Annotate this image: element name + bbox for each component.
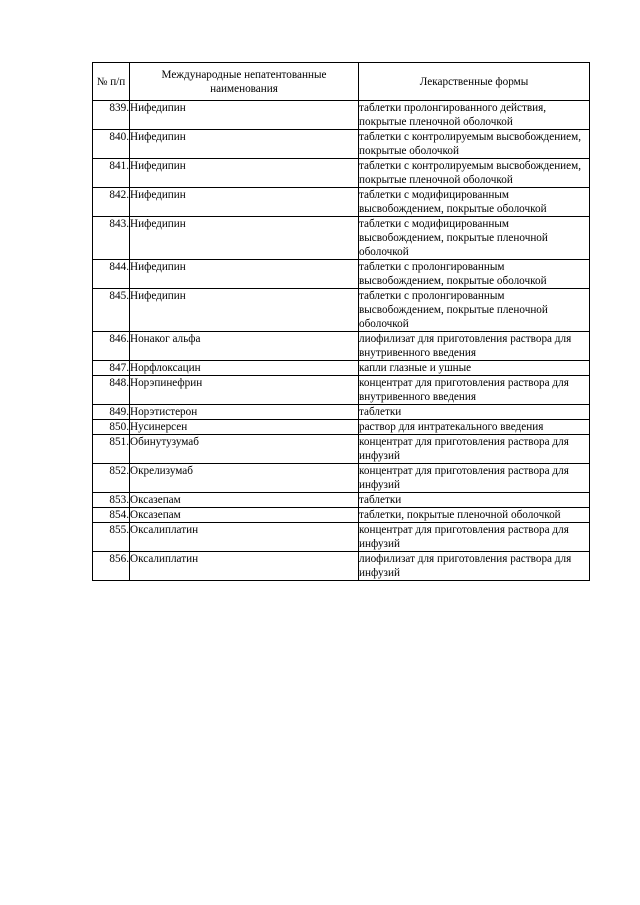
table-row [93, 217, 590, 260]
dosage-form: таблетки с контролируемым высвобождением, покрытые оболочкой [359, 130, 590, 159]
drug-name: Нонаког альфа [130, 332, 359, 361]
table-row [93, 464, 590, 493]
drug-name: Оксазепам [130, 493, 359, 508]
row-number: 851. [93, 435, 130, 464]
row-number: 848. [93, 376, 130, 405]
dosage-form: лиофилизат для приготовления раствора для внутривенного введения [359, 332, 590, 361]
drug-name: Оксалиплатин [130, 523, 359, 552]
row-number: 844. [93, 260, 130, 289]
row-number: 840. [93, 130, 130, 159]
dosage-form: таблетки [359, 405, 590, 420]
table-row [93, 523, 590, 552]
table-row [93, 188, 590, 217]
drug-name: Нифедипин [130, 159, 359, 188]
dosage-form: таблетки, покрытые пленочной оболочкой [359, 508, 590, 523]
drug-name: Нусинерсен [130, 420, 359, 435]
table-row [93, 405, 590, 420]
dosage-form: концентрат для приготовления раствора для инфузий [359, 523, 590, 552]
table-row [93, 493, 590, 508]
row-number: 839. [93, 101, 130, 130]
dosage-form: таблетки с пролонгированным высвобождением, покрытые пленочной оболочкой [359, 289, 590, 332]
dosage-form: концентрат для приготовления раствора для инфузий [359, 435, 590, 464]
drug-name: Нифедипин [130, 217, 359, 260]
table-row [93, 552, 590, 581]
dosage-form: капли глазные и ушные [359, 361, 590, 376]
dosage-form: концентрат для приготовления раствора для инфузий [359, 464, 590, 493]
row-number: 845. [93, 289, 130, 332]
drug-name: Оксалиплатин [130, 552, 359, 581]
dosage-form: таблетки [359, 493, 590, 508]
dosage-form: лиофилизат для приготовления раствора для инфузий [359, 552, 590, 581]
table-row [93, 159, 590, 188]
table-row [93, 332, 590, 361]
table-row [93, 508, 590, 523]
table-row [93, 260, 590, 289]
dosage-form: таблетки с пролонгированным высвобождением, покрытые оболочкой [359, 260, 590, 289]
drug-name: Норэпинефрин [130, 376, 359, 405]
header-name: Международные непатентованные наименования [130, 63, 359, 101]
table-row [93, 130, 590, 159]
dosage-form: концентрат для приготовления раствора для внутривенного введения [359, 376, 590, 405]
drug-name: Нифедипин [130, 260, 359, 289]
dosage-form: раствор для интратекального введения [359, 420, 590, 435]
row-number: 856. [93, 552, 130, 581]
row-number: 853. [93, 493, 130, 508]
row-number: 846. [93, 332, 130, 361]
drug-name: Норэтистерон [130, 405, 359, 420]
table-header-row [93, 63, 590, 101]
drug-name: Окрелизумаб [130, 464, 359, 493]
row-number: 850. [93, 420, 130, 435]
table-row [93, 101, 590, 130]
row-number: 843. [93, 217, 130, 260]
dosage-form: таблетки с модифицированным высвобождением, покрытые оболочкой [359, 188, 590, 217]
table-row [93, 361, 590, 376]
row-number: 854. [93, 508, 130, 523]
table-row [93, 289, 590, 332]
dosage-form: таблетки пролонгированного действия, покрытые пленочной оболочкой [359, 101, 590, 130]
row-number: 841. [93, 159, 130, 188]
table-row [93, 376, 590, 405]
row-number: 849. [93, 405, 130, 420]
row-number: 847. [93, 361, 130, 376]
drug-name: Нифедипин [130, 130, 359, 159]
table-row [93, 420, 590, 435]
drug-name: Нифедипин [130, 101, 359, 130]
table-row [93, 435, 590, 464]
drug-forms-table [92, 62, 590, 581]
drug-name: Обинутузумаб [130, 435, 359, 464]
drug-name: Нифедипин [130, 188, 359, 217]
drug-name: Норфлоксацин [130, 361, 359, 376]
row-number: 855. [93, 523, 130, 552]
header-num: № п/п [93, 63, 130, 101]
drug-name: Нифедипин [130, 289, 359, 332]
dosage-form: таблетки с контролируемым высвобождением, покрытые пленочной оболочкой [359, 159, 590, 188]
row-number: 842. [93, 188, 130, 217]
row-number: 852. [93, 464, 130, 493]
header-form: Лекарственные формы [359, 63, 590, 101]
dosage-form: таблетки с модифицированным высвобождением, покрытые пленочной оболочкой [359, 217, 590, 260]
drug-name: Оксазепам [130, 508, 359, 523]
